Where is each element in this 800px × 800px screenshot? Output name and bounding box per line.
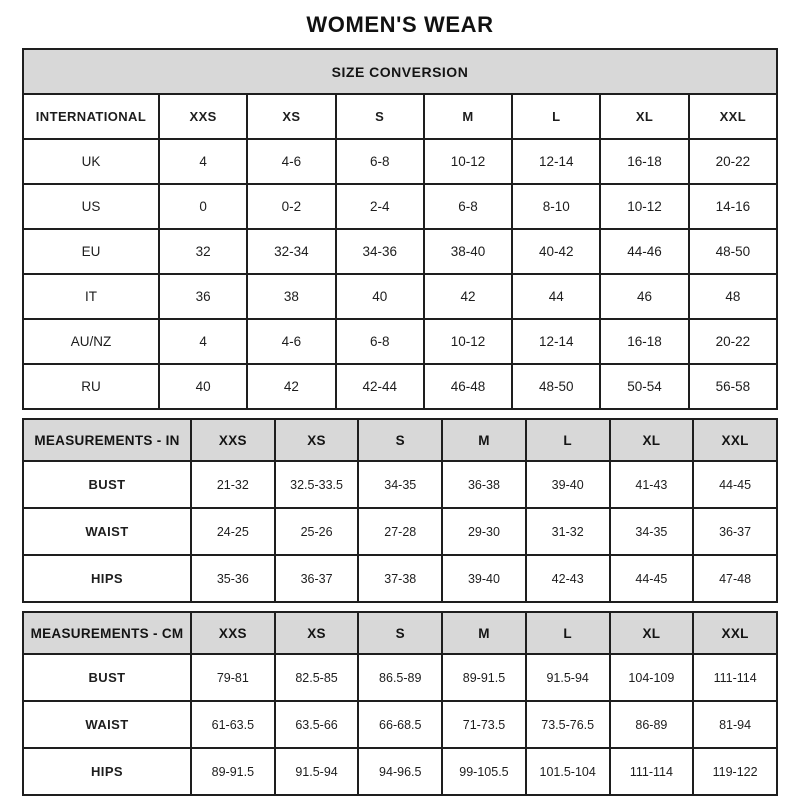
row-label: BUST	[23, 654, 191, 701]
value-cell: 40	[159, 364, 247, 409]
value-cell: 4-6	[247, 319, 335, 364]
value-cell: 63.5-66	[275, 701, 359, 748]
row-label: US	[23, 184, 159, 229]
value-cell: 66-68.5	[358, 701, 442, 748]
value-cell: 35-36	[191, 555, 275, 602]
value-cell: 27-28	[358, 508, 442, 555]
value-cell: 111-114	[610, 748, 694, 795]
value-cell: 6-8	[336, 319, 424, 364]
value-cell: 25-26	[275, 508, 359, 555]
row-label: EU	[23, 229, 159, 274]
value-cell: 104-109	[610, 654, 694, 701]
table-row	[23, 701, 777, 748]
row-label: WAIST	[23, 701, 191, 748]
value-cell: 6-8	[424, 184, 512, 229]
size-column-header: S	[336, 94, 424, 139]
value-cell: 10-12	[424, 139, 512, 184]
value-cell: 20-22	[689, 139, 777, 184]
value-cell: 50-54	[600, 364, 688, 409]
value-cell: 0-2	[247, 184, 335, 229]
value-cell: 61-63.5	[191, 701, 275, 748]
value-cell: 101.5-104	[526, 748, 610, 795]
value-cell: 44-45	[693, 461, 777, 508]
measurements-cm-table	[22, 611, 778, 796]
value-cell: 36-37	[693, 508, 777, 555]
section-title-row	[23, 49, 777, 94]
value-cell: 31-32	[526, 508, 610, 555]
size-column-header: XXL	[689, 94, 777, 139]
value-cell: 36	[159, 274, 247, 319]
value-cell: 42	[424, 274, 512, 319]
page-title: WOMEN'S WEAR	[306, 12, 494, 37]
value-cell: 81-94	[693, 701, 777, 748]
value-cell: 24-25	[191, 508, 275, 555]
value-cell: 6-8	[336, 139, 424, 184]
value-cell: 34-35	[610, 508, 694, 555]
value-cell: 47-48	[693, 555, 777, 602]
size-column-header: L	[512, 94, 600, 139]
table-header-row	[23, 612, 777, 654]
measurements-in-table	[22, 418, 778, 603]
value-cell: 41-43	[610, 461, 694, 508]
size-column-header: M	[442, 419, 526, 461]
value-cell: 86.5-89	[358, 654, 442, 701]
value-cell: 32-34	[247, 229, 335, 274]
value-cell: 79-81	[191, 654, 275, 701]
value-cell: 40	[336, 274, 424, 319]
row-label: RU	[23, 364, 159, 409]
value-cell: 44	[512, 274, 600, 319]
value-cell: 36-37	[275, 555, 359, 602]
value-cell: 82.5-85	[275, 654, 359, 701]
table-row	[23, 184, 777, 229]
table-title: MEASUREMENTS - IN	[23, 419, 191, 461]
value-cell: 94-96.5	[358, 748, 442, 795]
row-label: WAIST	[23, 508, 191, 555]
value-cell: 42	[247, 364, 335, 409]
table-row	[23, 461, 777, 508]
size-column-header: M	[424, 94, 512, 139]
value-cell: 34-36	[336, 229, 424, 274]
size-column-header: S	[358, 612, 442, 654]
value-cell: 91.5-94	[275, 748, 359, 795]
size-column-header: M	[442, 612, 526, 654]
value-cell: 44-45	[610, 555, 694, 602]
value-cell: 42-43	[526, 555, 610, 602]
value-cell: 111-114	[693, 654, 777, 701]
value-cell: 48	[689, 274, 777, 319]
value-cell: 48-50	[689, 229, 777, 274]
value-cell: 10-12	[424, 319, 512, 364]
table-header-row	[23, 419, 777, 461]
value-cell: 42-44	[336, 364, 424, 409]
size-column-header: XS	[275, 419, 359, 461]
table-row	[23, 274, 777, 319]
value-cell: 8-10	[512, 184, 600, 229]
table-row	[23, 364, 777, 409]
value-cell: 14-16	[689, 184, 777, 229]
size-column-header: XS	[247, 94, 335, 139]
size-column-header: XL	[600, 94, 688, 139]
value-cell: 40-42	[512, 229, 600, 274]
value-cell: 29-30	[442, 508, 526, 555]
row-label: BUST	[23, 461, 191, 508]
size-column-header: XXS	[159, 94, 247, 139]
value-cell: 12-14	[512, 139, 600, 184]
size-column-header: XXL	[693, 419, 777, 461]
table-row	[23, 654, 777, 701]
size-column-header: XXS	[191, 419, 275, 461]
column-header-row	[23, 94, 777, 139]
size-column-header: XXS	[191, 612, 275, 654]
value-cell: 38-40	[424, 229, 512, 274]
table-row	[23, 748, 777, 795]
row-label: HIPS	[23, 748, 191, 795]
value-cell: 32	[159, 229, 247, 274]
value-cell: 4	[159, 319, 247, 364]
value-cell: 44-46	[600, 229, 688, 274]
value-cell: 20-22	[689, 319, 777, 364]
region-column-header: INTERNATIONAL	[23, 94, 159, 139]
value-cell: 73.5-76.5	[526, 701, 610, 748]
value-cell: 10-12	[600, 184, 688, 229]
size-column-header: XL	[610, 612, 694, 654]
value-cell: 86-89	[610, 701, 694, 748]
value-cell: 4	[159, 139, 247, 184]
table-row	[23, 229, 777, 274]
value-cell: 91.5-94	[526, 654, 610, 701]
value-cell: 99-105.5	[442, 748, 526, 795]
value-cell: 46	[600, 274, 688, 319]
value-cell: 2-4	[336, 184, 424, 229]
value-cell: 46-48	[424, 364, 512, 409]
row-label: IT	[23, 274, 159, 319]
table-row	[23, 508, 777, 555]
row-label: HIPS	[23, 555, 191, 602]
value-cell: 32.5-33.5	[275, 461, 359, 508]
row-label: UK	[23, 139, 159, 184]
size-chart-page	[22, 12, 778, 796]
value-cell: 119-122	[693, 748, 777, 795]
table-title: MEASUREMENTS - CM	[23, 612, 191, 654]
value-cell: 36-38	[442, 461, 526, 508]
size-column-header: L	[526, 612, 610, 654]
value-cell: 34-35	[358, 461, 442, 508]
section-title: SIZE CONVERSION	[23, 49, 777, 94]
value-cell: 12-14	[512, 319, 600, 364]
value-cell: 38	[247, 274, 335, 319]
value-cell: 21-32	[191, 461, 275, 508]
value-cell: 0	[159, 184, 247, 229]
value-cell: 71-73.5	[442, 701, 526, 748]
value-cell: 89-91.5	[191, 748, 275, 795]
size-column-header: XXL	[693, 612, 777, 654]
value-cell: 89-91.5	[442, 654, 526, 701]
value-cell: 16-18	[600, 139, 688, 184]
table-row	[23, 139, 777, 184]
value-cell: 39-40	[442, 555, 526, 602]
value-cell: 39-40	[526, 461, 610, 508]
size-conversion-table	[22, 48, 778, 410]
size-column-header: XL	[610, 419, 694, 461]
row-label: AU/NZ	[23, 319, 159, 364]
value-cell: 4-6	[247, 139, 335, 184]
value-cell: 56-58	[689, 364, 777, 409]
table-row	[23, 555, 777, 602]
value-cell: 37-38	[358, 555, 442, 602]
size-column-header: L	[526, 419, 610, 461]
value-cell: 48-50	[512, 364, 600, 409]
value-cell: 16-18	[600, 319, 688, 364]
size-column-header: XS	[275, 612, 359, 654]
size-column-header: S	[358, 419, 442, 461]
table-row	[23, 319, 777, 364]
